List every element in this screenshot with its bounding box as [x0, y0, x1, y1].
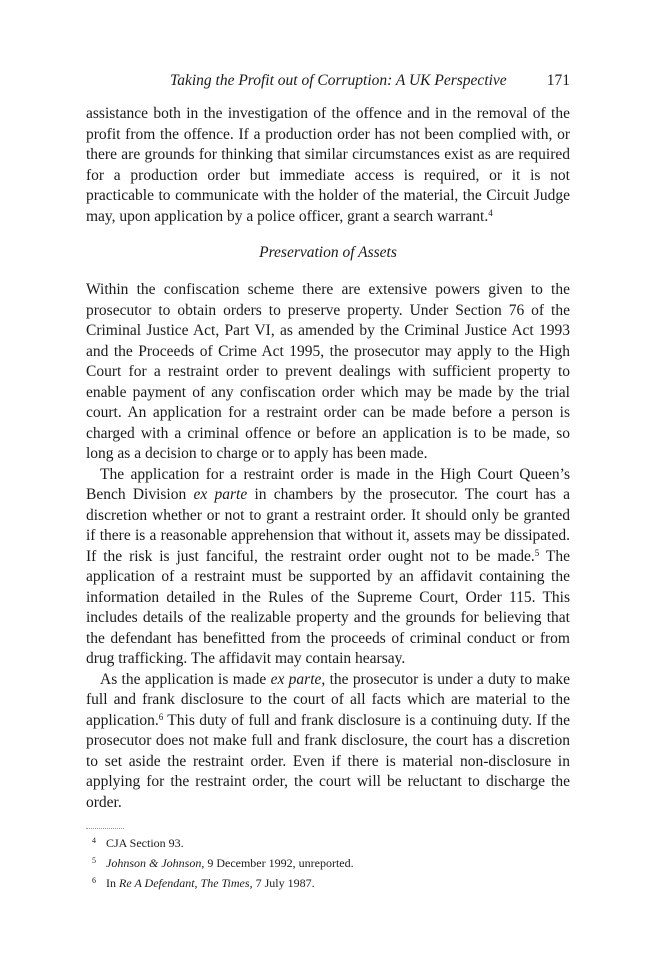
running-title: Taking the Profit out of Corruption: A UK Perspective	[170, 72, 507, 89]
footnote-text: , 7 July 1987.	[249, 876, 315, 890]
footnote-case-name: Johnson & Johnson	[106, 856, 202, 870]
paragraph-2-latin-term: ex parte	[193, 486, 248, 503]
paragraph-3-text-b: , the prosecutor is under a duty to make full and frank disclosure to the court of all facts which are material to the application.	[86, 670, 570, 729]
footnote-6	[86, 872, 570, 892]
footnotes	[86, 832, 570, 892]
footnote-prefix: In	[106, 876, 119, 890]
section-paragraph-2	[86, 465, 570, 670]
footnote-case-name: Re A Defendant	[119, 876, 195, 890]
paragraph-3-latin-term: ex parte	[270, 670, 322, 688]
footnote-4	[86, 832, 570, 852]
paragraph-2-text-c: The application of a restraint must be supported by an affidavit containing the information detailed in the Rules of the Supreme Court, Order 115. This includes details of the realizable property and the grounds for believing that the defendant has benefitted from the proceeds of criminal conduct or from drug trafficking. The affidavit may contain hearsay.	[86, 547, 570, 667]
footnote-separator: ,	[194, 876, 201, 890]
intro-paragraph-text: assistance both in the investigation of the offence and in the removal of the profit from the offence. If a production order has not been complied with, or there are grounds for thinking that similar circumstances exist as are required for a production order but immediate access is required, or it is not practicable to communicate with the holder of the material, the Circuit Judge may, upon application by a police officer, grant a search warrant.	[86, 105, 570, 225]
footnote-text: CJA Section 93.	[106, 836, 184, 850]
section-body	[86, 280, 570, 813]
intro-paragraph	[86, 104, 570, 227]
footnote-divider	[86, 828, 124, 829]
footnote-number: 4	[92, 836, 96, 845]
section-heading: Preservation of Assets	[259, 244, 397, 261]
footnote-ref-6[interactable]: 6	[158, 711, 164, 722]
page-number: 171	[546, 72, 570, 89]
footnote-number: 6	[92, 876, 96, 885]
paragraph-2-text-a: The application for a restraint order is made in the High Court Queen’s Bench Division	[86, 465, 570, 503]
section-paragraph-1: Within the confiscation scheme there are extensive powers given to the prosecutor to obtain orders to preserve property. Under Section 76 of the Criminal Justice Act, Part VI, as amended by the Criminal Justice Act 1993 and the Proceeds of Crime Act 1995, the prosecutor may apply to the High Court for a restraint order to prevent dealings with sufficient property to enable payment of any confiscation order which may be made by the trial court. An application for a restraint order can be made before a person is charged with a criminal offence or before an application is to be made, so long as a decision to charge or to apply has been made.	[86, 281, 570, 462]
footnote-text: , 9 December 1992, unreported.	[201, 856, 354, 870]
footnote-ref-5[interactable]: 5	[534, 547, 540, 558]
footnote-ref-4[interactable]: 4	[488, 207, 493, 218]
paragraph-2-text-b: in chambers by the prosecutor. The court has a discretion whether or not to grant a restraint order. It should only be granted if there is a reasonable apprehension that without it, assets may be dissipated. If the risk is just fanciful, the restraint order ought not to be made.	[86, 486, 571, 565]
footnote-number: 5	[92, 856, 96, 865]
footnote-5	[86, 852, 570, 872]
footnote-publication: The Times	[200, 876, 250, 890]
section-paragraph-3	[86, 670, 570, 814]
paragraph-3-text-c: This duty of full and frank disclosure is a continuing duty. If the prosecutor does not make full and frank disclosure, the court has a discretion to set aside the restraint order. Even if there is material non-disclosure in applying for the restraint order, the court will be reluctant to discharge the order.	[86, 711, 570, 811]
paragraph-3-text-a: As the application is made	[100, 670, 271, 688]
running-head	[86, 72, 570, 92]
